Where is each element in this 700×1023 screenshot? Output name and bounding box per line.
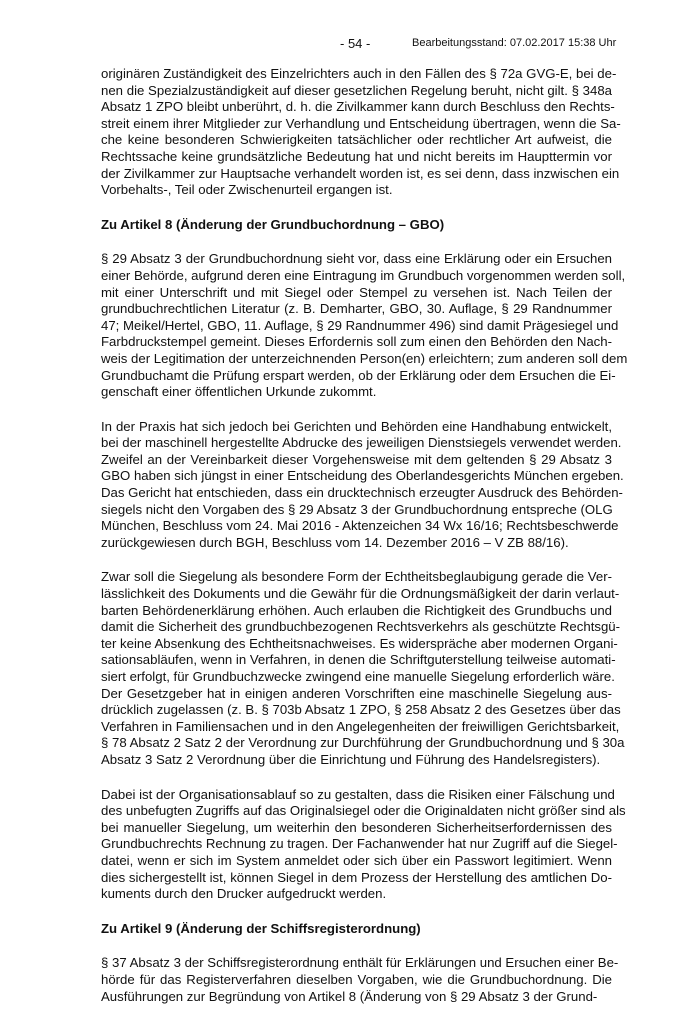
section-heading: Zu Artikel 8 (Änderung der Grundbuchordnung – GBO) <box>101 216 445 232</box>
text-line: Verfahren in Familiensachen und in den Angelegenheiten der freiwilligen Gerichtsbarkeit, <box>101 718 620 734</box>
text-line: nen die Spezialzuständigkeit auf dieser gesetzlichen Regelung beruht, nicht gilt. § 348a <box>101 82 612 98</box>
text-line: Absatz 3 Satz 2 Verordnung über die Einrichtung und Führung des Handelsregisters). <box>101 751 601 767</box>
text-line: Zweifel an der Vereinbarkeit dieser Vorgehensweise mit dem geltenden § 29 Absatz 3 <box>101 451 612 467</box>
text-line: streit einem ihrer Mitglieder zur Verhandlung und Entscheidung übertragen, wenn die Sa- <box>101 115 621 131</box>
paragraph <box>101 955 619 1005</box>
text-line: siert erfolgt, für Grundbuchzwecke zwingend eine manuelle Siegelung erforderlich wäre. <box>101 669 615 684</box>
paragraph <box>101 786 626 903</box>
text-line: che keine besonderen Schwierigkeiten tatsächlicher oder rechtlicher Art aufweist, die <box>101 132 612 148</box>
text-line: originären Zuständigkeit des Einzelrichters auch in den Fällen des § 72a GVG-E, bei de- <box>101 66 617 81</box>
text-line: mit einer Unterschrift und mit Siegel oder Stempel zu versehen ist. Nach Teilen der <box>101 284 612 300</box>
paragraph <box>101 569 625 768</box>
text-line: Zwar soll die Siegelung als besondere Form der Echtheitsbeglaubigung gerade die Ver- <box>101 569 612 585</box>
text-line: lässlichkeit des Dokuments und die Gewähr für die Ordnungsmäßigkeit der darin verlaut- <box>101 586 620 602</box>
text-line: 47; Meikel/Hertel, GBO, 11. Auflage, § 29 Randnummer 496) sind damit Prägesiegel und <box>101 317 619 333</box>
text-line: München, Beschluss vom 24. Mai 2016 - Aktenzeichen 34 Wx 16/16; Rechtsbeschwerde <box>101 518 619 534</box>
text-line: Dabei ist der Organisationsablauf so zu gestalten, dass die Risiken einer Fälschung und <box>101 786 615 802</box>
text-line: In der Praxis hat sich jedoch bei Gerichten und Behörden eine Handhabung entwickelt, <box>101 418 612 434</box>
text-line: grundbuchrechtlichen Literatur (z. B. Demharter, GBO, 30. Auflage, § 29 Randnummer <box>101 301 612 317</box>
paragraph <box>101 418 624 552</box>
text-line: Grundbuchrechts Rechnung zu tragen. Der Fachanwender hat nur Zugriff auf die Siegel- <box>101 836 618 852</box>
text-line: Der Gesetzgeber hat in einigen anderen Vorschriften eine maschinelle Siegelung aus- <box>101 685 612 701</box>
text-line: siegels nicht den Vorgaben des § 29 Absatz 3 der Grundbuchordnung entspreche (OLG <box>101 501 613 517</box>
text-line: Farbdruckstempel gemeint. Dieses Erfordernis soll zum einen den Behörden den Nach- <box>101 334 612 350</box>
paragraph <box>101 251 628 400</box>
page-header <box>0 36 700 56</box>
text-line: § 78 Absatz 2 Satz 2 der Verordnung zur Durchführung der Grundbuchordnung und § 30a <box>101 735 625 751</box>
text-line: Das Gericht hat entschieden, dass ein drucktechnisch erzeugter Ausdruck des Behörden- <box>101 485 623 501</box>
text-line: § 37 Absatz 3 der Schiffsregisterordnung enthält für Erklärungen und Ersuchen einer Be- <box>101 955 619 971</box>
revision-status: Bearbeitungsstand: 07.02.2017 15:38 Uhr <box>412 37 617 49</box>
document-body <box>101 66 628 1023</box>
text-line: sationsabläufen, wenn in Verfahren, in denen die Schriftguterstellung teilweise automati- <box>101 652 616 668</box>
text-line: der Zivilkammer zur Hauptsache verhandelt worden ist, es sei denn, dass inzwischen ein <box>101 165 620 181</box>
text-line: hörde für das Registerverfahren dieselben Vorgaben, wie die Grundbuchordnung. Die <box>101 971 612 987</box>
text-line: ter keine Absenkung des Echtheitsnachweises. Es widerspräche aber modernen Organi- <box>101 635 618 651</box>
text-line: weis der Legitimation der unterzeichnenden Person(en) erleichtern; zum anderen soll dem <box>101 350 628 366</box>
text-line: barten Behördenerklärung erhöhen. Auch erlauben die Richtigkeit des Grundbuchs und <box>101 602 612 618</box>
text-line: des unbefugten Zugriffs auf das Originalsiegel oder die Originaldaten nicht größer sind als <box>101 803 626 819</box>
text-line: drücklich zugelassen (z. B. § 703b Absatz 1 ZPO, § 258 Absatz 2 des Gesetzes über das <box>101 702 621 718</box>
paragraph <box>101 66 621 199</box>
text-line: Absatz 1 ZPO bleibt unberührt, d. h. die Zivilkammer kann durch Beschluss den Rechts- <box>101 99 615 115</box>
text-line: datei, wenn er sich im System anmeldet oder sich über ein Passwort legitimiert. Wenn <box>101 852 612 868</box>
text-line: einer Behörde, aufgrund deren eine Eintragung im Grundbuch vorgenommen werden soll, <box>101 267 626 283</box>
text-line: dies sichergestellt ist, können Siegel in dem Prozess der Herstellung des amtlichen Do- <box>101 869 612 885</box>
text-line: bei der maschinell hergestellte Abdrucke des jeweiligen Dienstsiegels verwendet werden. <box>101 435 622 451</box>
text-line: GBO haben sich jüngst in einer Entscheidung des Oberlandesgerichts München ergeben. <box>101 468 624 484</box>
text-line: § 29 Absatz 3 der Grundbuchordnung sieht vor, dass eine Erklärung oder ein Ersuchen <box>101 251 612 267</box>
text-line: Ausführungen zur Begründung von Artikel 8 (Änderung von § 29 Absatz 3 der Grund- <box>101 988 598 1004</box>
text-line: Vorbehalts-, Teil oder Zwischenurteil ergangen ist. <box>101 182 393 198</box>
text-line: Grundbuchamt die Prüfung erspart werden, ob der Erklärung oder dem Ersuchen die Ei- <box>101 367 616 383</box>
text-line: damit die Sicherheit des grundbuchbezogenen Rechtsverkehrs als geschützte Rechtsgü- <box>101 619 621 635</box>
section-heading: Zu Artikel 9 (Änderung der Schiffsregisterordnung) <box>101 920 421 936</box>
text-line: zurückgewiesen durch BGH, Beschluss vom 14. Dezember 2016 – V ZB 88/16). <box>101 534 569 550</box>
text-line: genschaft einer öffentlichen Urkunde zukommt. <box>101 384 377 400</box>
text-line: Rechtssache keine grundsätzliche Bedeutung hat und nicht bereits im Haupttermin vor <box>101 148 612 164</box>
text-line: kuments durch den Drucker aufgedruckt werden. <box>101 886 387 902</box>
page-number: - 54 - <box>340 36 371 51</box>
text-line: bei manueller Siegelung, um weiterhin den besonderen Sicherheitserfordernissen des <box>101 819 612 835</box>
